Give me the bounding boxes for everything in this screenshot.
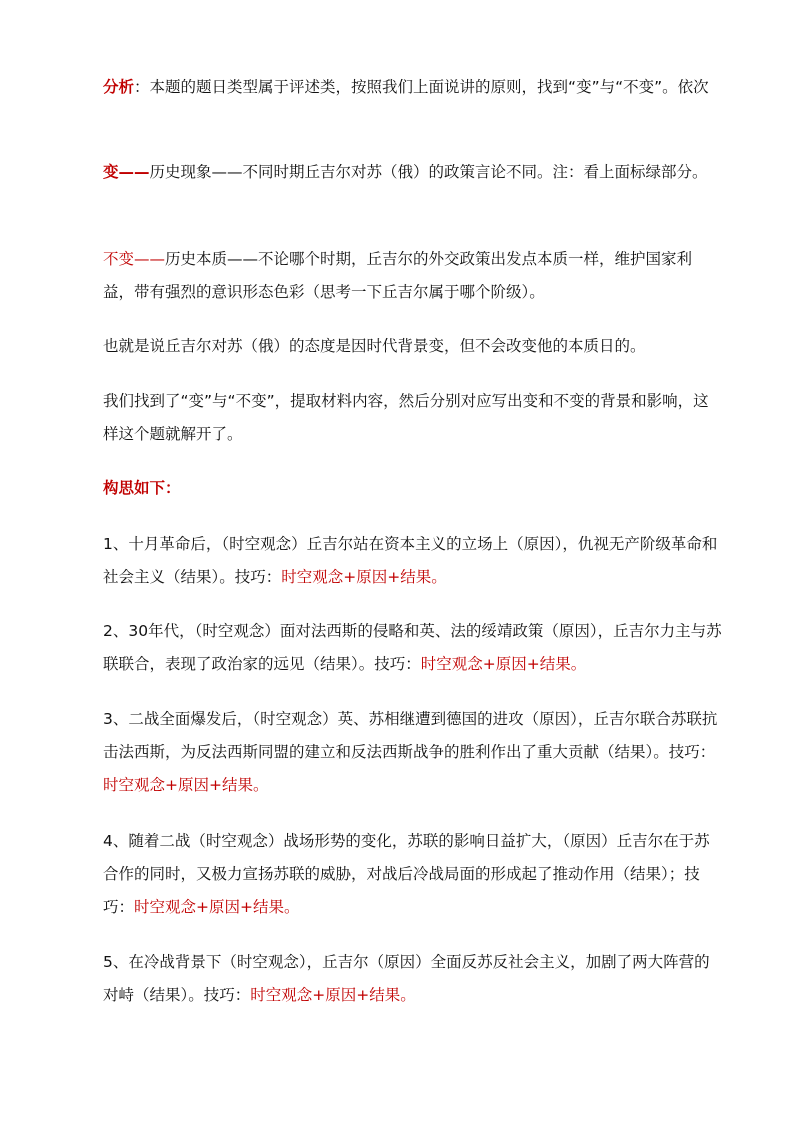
outline-item-4: [103, 825, 723, 924]
outline-item-text: 1、十月革命后，（时空观念）丘吉尔站在资本主义的立场上（原因），仇视无产阶级革命和社会主义（结果）。技巧：: [103, 535, 718, 586]
outline-item-5: [103, 946, 723, 1012]
unchanged-text: 历史本质——不论哪个时期，丘吉尔的外交政策出发点本质一样，维护国家利益，带有强烈的意识形态色彩（思考一下丘吉尔属于哪个阶级）。: [103, 250, 693, 301]
outline-item-1: [103, 528, 723, 594]
outline-item-text: 5、在冷战背景下（时空观念），丘吉尔（原因）全面反苏反社会主义，加剧了两大阵营的对峙（结果）。技巧：: [103, 953, 710, 1004]
outline-item-tip: 时空观念+原因+结果。: [103, 776, 269, 794]
outline-item-3: [103, 703, 723, 802]
summary-paragraph-2: [103, 385, 723, 451]
summary-text-2: 我们找到了“变”与“不变”，提取材料内容，然后分别对应写出变和不变的背景和影响，这样这个题就解开了。: [103, 392, 709, 443]
unchanged-paragraph: [103, 243, 723, 309]
summary-text-1: 也就是说丘吉尔对苏（俄）的态度是因时代背景变，但不会改变他的本质日的。: [103, 337, 646, 355]
analysis-paragraph: [103, 71, 723, 104]
analysis-label: 分析: [103, 78, 135, 96]
outline-item-tip: 时空观念+原因+结果。: [420, 655, 587, 673]
outline-item-tip: 时空观念+原因+结果。: [134, 898, 300, 916]
outline-item-tip: 时空观念+原因+结果。: [281, 568, 447, 586]
outline-item-text: 2、30年代，（时空观念）面对法西斯的侵略和英、法的绥靖政策（原因），丘吉尔力主与苏联联合，表现了政治家的远见（结果）。技巧：: [103, 622, 722, 673]
change-label: 变——: [103, 163, 150, 181]
analysis-colon: ：: [134, 78, 150, 96]
change-text: 历史现象——不同时期丘吉尔对苏（俄）的政策言论不同。注：看上面标绿部分。: [149, 163, 708, 181]
outline-item-text: 4、随着二战（时空观念）战场形势的变化，苏联的影响日益扩大，（原因）丘吉尔在于苏合作的同时，又极力宣扬苏联的威胁，对战后冷战局面的形成起了推动作用（结果）；技巧：: [103, 832, 710, 916]
outline-heading-text: 构思如下：: [103, 479, 181, 497]
summary-paragraph-1: [103, 330, 723, 363]
analysis-text: 本题的题日类型属于评述类，按照我们上面说讲的原则，找到“变”与“不变”。依次: [149, 78, 709, 96]
unchanged-label: 不变——: [103, 250, 166, 268]
outline-heading: [103, 472, 723, 505]
outline-item-tip: 时空观念+原因+结果。: [250, 986, 416, 1004]
change-paragraph: [103, 156, 723, 189]
outline-item-text: 3、二战全面爆发后，（时空观念）英、苏相继遭到德国的进攻（原因），丘吉尔联合苏联抗击法西斯，为反法西斯同盟的建立和反法西斯战争的胜利作出了重大贡献（结果）。技巧：: [103, 710, 718, 761]
outline-item-2: [103, 615, 723, 681]
